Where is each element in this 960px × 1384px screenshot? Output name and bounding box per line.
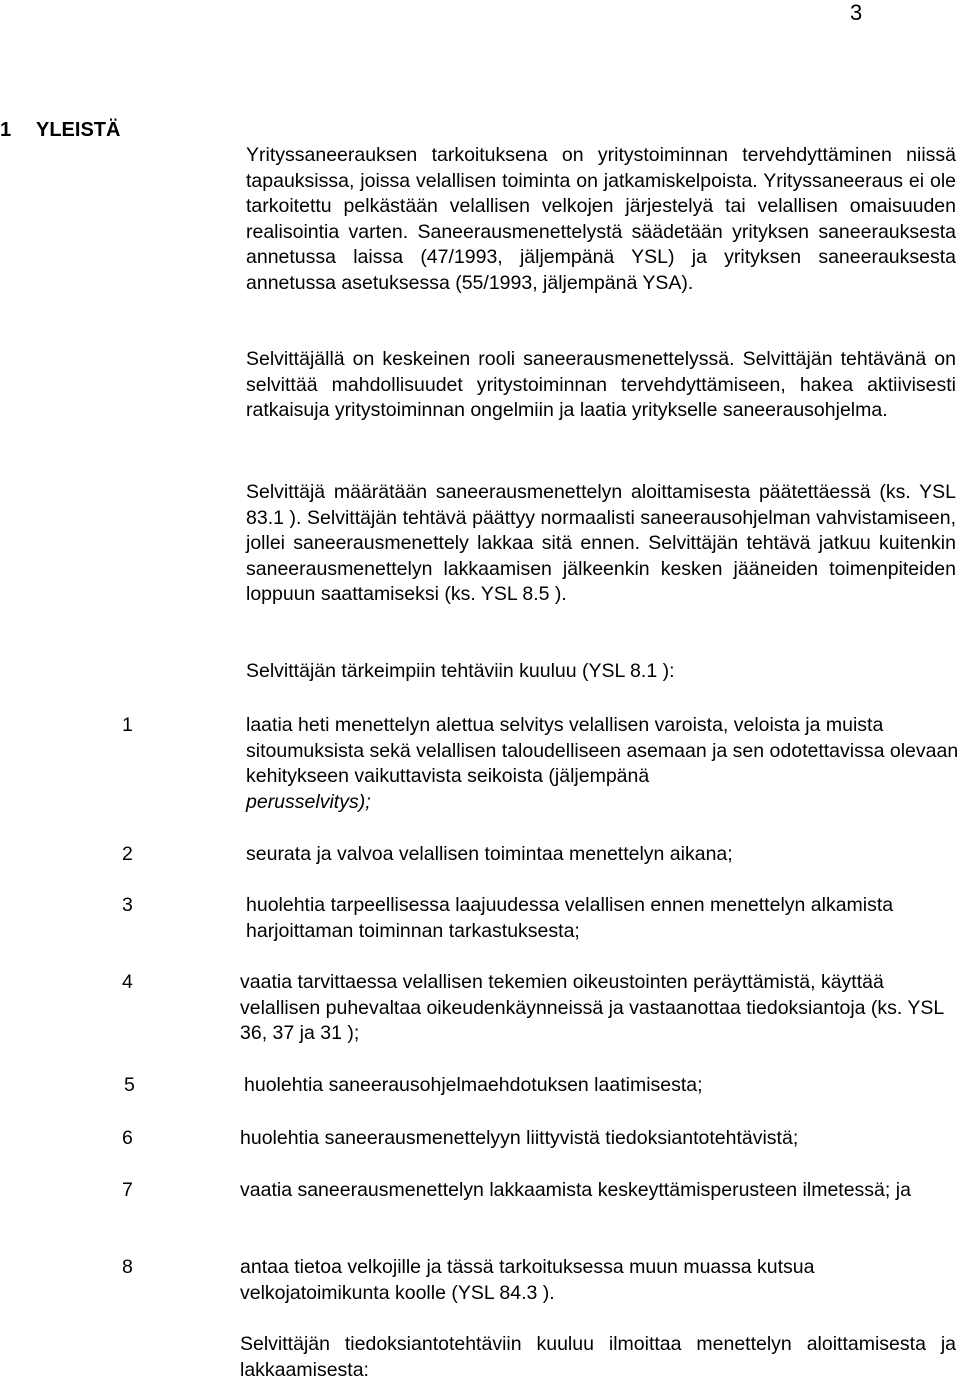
- section-heading: [0, 117, 120, 143]
- task-text: [246, 713, 960, 815]
- task-number: 7: [122, 1179, 133, 1201]
- section-title: YLEISTÄ: [36, 119, 121, 141]
- task-number: 6: [122, 1127, 133, 1149]
- task-text: huolehtia saneerausohjelmaehdotuksen laatimisesta;: [244, 1074, 703, 1096]
- appointment-text-start: Selvittäjä määrätään saneerausmenettelyn aloittamisesta päätettäessä (ks. YSL 83.1: [246, 481, 956, 529]
- task-number: 3: [122, 894, 133, 916]
- task-text: huolehtia saneerausmenettelyyn liittyvistä tiedoksiantotehtävistä;: [240, 1127, 799, 1149]
- task-text-main: laatia heti menettelyn alettua selvitys velallisen varoista, veloista ja muista sitoumuksista sekä velallisen taloudelliseen asemaan ja sen odotettavissa olevaan kehitykseen vaikuttavista seikoista (jäljempänä: [246, 714, 959, 787]
- paragraph-main-tasks-intro: Selvittäjän tärkeimpiin tehtäviin kuuluu (YSL 8.1 ):: [246, 660, 675, 682]
- task-text: huolehtia tarpeellisessa laajuudessa velallisen ennen menettelyn alkamista harjoittaman toiminnan tarkastuksesta;: [246, 894, 894, 942]
- task-number: 1: [122, 714, 133, 736]
- task-text: antaa tietoa velkojille ja tässä tarkoituksessa muun muassa kutsua velkojatoimikunta koolle (YSL 84.3 ).: [240, 1256, 815, 1304]
- task-number: 4: [122, 971, 133, 993]
- task-text-italic: perusselvitys);: [246, 790, 371, 813]
- paragraph-notification-tasks: Selvittäjän tiedoksiantotehtäviin kuuluu ilmoittaa menettelyn aloittamisesta ja lakkaamisesta:: [240, 1333, 956, 1381]
- task-text: seurata ja valvoa velallisen toimintaa menettelyn aikana;: [246, 843, 733, 865]
- page-number: 3: [850, 0, 863, 25]
- task-text: vaatia tarvittaessa velallisen tekemien oikeustointen peräyttämistä, käyttää velallisen puhevaltaa oikeudenkäynneissä ja vastaanottaa tiedoksiantoja (ks. YSL 36, 37 ja 31 );: [240, 971, 944, 1044]
- section-number: 1: [0, 119, 12, 141]
- task-text: vaatia saneerausmenettelyn lakkaamista keskeyttämisperusteen ilmetessä; ja: [240, 1179, 911, 1201]
- task-number: 5: [124, 1074, 135, 1096]
- appointment-text-end: ). Selvittäjän tehtävä päättyy normaalisti saneerausohjelman vahvistamiseen, jollei saneerausmenettely lakkaa sitä ennen. Selvittäjän tehtävä jatkuu kuitenkin saneerausmenettelyn lakkaamisen jälkeenkin kesken jääneiden toimenpiteiden loppuun saattamiseksi (ks. YSL 8.5 ).: [246, 506, 956, 605]
- paragraph-administrator-role: Selvittäjällä on keskeinen rooli saneerausmenettelyssä. Selvittäjän tehtävänä on selvittää mahdollisuudet yritystoiminnan tervehdyttämiseen, hakea aktiivisesti ratkaisuja yritystoiminnan ongelmiin ja laatia yritykselle saneerausohjelma.: [246, 348, 956, 421]
- task-number: 2: [122, 843, 133, 865]
- task-number: 8: [122, 1256, 133, 1278]
- paragraph-purpose: Yrityssaneerauksen tarkoituksena on yritystoiminnan tervehdyttäminen niissä tapauksissa, joissa velallisen toiminta on jatkamiskelpoista. Yrityssaneeraus ei ole tarkoitettu pelkästään velallisen velkojen järjestelyä tai velallisen omaisuuden realisointia varten. Saneerausmenettelystä säädetään yrityksen saneerauksesta annetussa laissa (47/1993, jäljempänä YSL) ja yrityksen saneerauksesta annetussa asetuksessa (55/1993, jäljempänä YSA).: [246, 144, 956, 294]
- paragraph-appointment: [246, 480, 956, 608]
